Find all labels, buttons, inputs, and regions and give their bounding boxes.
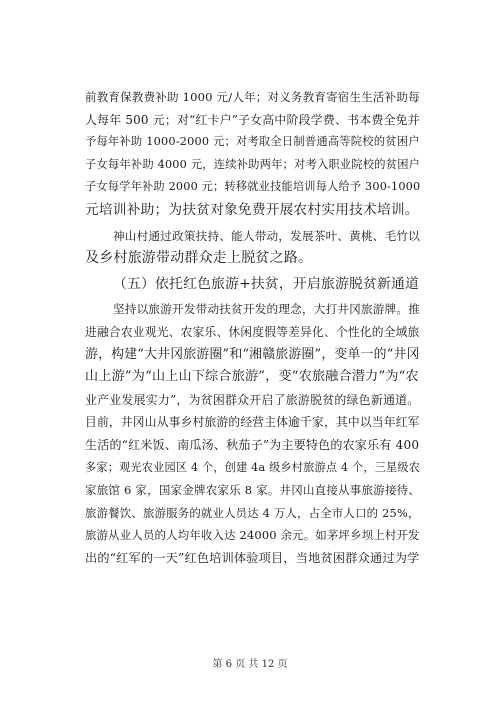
- page-footer: 第 6 页 共 12 页: [212, 659, 288, 670]
- text-line: 游，构建“大井冈旅游圈”和“湘赣旅游圈”，变单一的“井冈: [85, 346, 420, 362]
- text-line: 及乡村旅游带动群众走上脱贫之路。: [85, 250, 313, 267]
- paragraph-education-subsidy: [85, 86, 419, 222]
- paragraph-shenshan-village: [85, 225, 419, 270]
- text-line: 人每年 500 元；对“红卡户”子女高中阶段学费、书本费全免并: [85, 112, 420, 127]
- text-line: 子女每学年补助 2000 元；转移就业技能培训每人给予 300-1000: [85, 180, 421, 194]
- text-line: 家旅馆 6 家，国家金牌农家乐 8 家。井冈山直接从事旅游接待、: [85, 483, 421, 498]
- text-line: 元培训补助；为扶贫对象免费开展农村实用技术培训。: [85, 201, 419, 218]
- text-line: 旅游餐饮、旅游服务的就业人员达 4 万人，占全市人口的 25%，: [85, 505, 420, 520]
- section-heading: [85, 273, 419, 296]
- text-line: 目前，井冈山从事乡村旅游的经营主体逾千家，其中以当年红军: [85, 415, 420, 430]
- text-line: 旅游从业人员的人均年收入达 24000 余元。如茅坪乡坝上村开发: [85, 528, 420, 543]
- paragraph-tourism: [85, 298, 419, 569]
- text-line: 子女每年补助 4000 元，连续补助两年；对考入职业院校的贫困户: [85, 157, 421, 171]
- text-line: 山上游”为“山上山下综合旅游”，变“农旅融合潜力”为“农: [85, 369, 419, 385]
- text-line: 生活的“红米饭、南瓜汤、秋茄子”为主要特色的农家乐有 400: [85, 437, 420, 452]
- text-line: 坚持以旅游开发带动扶贫开发的理念，大打井冈旅游牌。推: [113, 302, 421, 317]
- document-body: [85, 86, 419, 569]
- text-line: 神山村通过政策扶持、能人带动，发展茶叶、黄桃、毛竹以: [113, 228, 421, 243]
- text-line: 前教育保教费补助 1000 元/人年；对义务教育寄宿生生活补助每: [85, 90, 420, 104]
- text-line: 业产业发展实力”，为贫困群众开启了旅游脱贫的绿色新通道。: [85, 392, 420, 407]
- text-line: 出的“红军的一天”红色培训体验项目，当地贫困群众通过为学: [85, 550, 420, 565]
- text-line: 多家；观光农业园区 4 个，创建 4a 级乡村旅游点 4 个，三星级农: [85, 460, 421, 474]
- text-line: 予每年补助 1000-2000 元；对考取全日制普通高等院校的贫困户: [85, 135, 420, 149]
- section-heading-text: （五）依托红色旅游+扶贫，开启旅游脱贫新通道: [113, 275, 420, 292]
- text-line: 进融合农业观光、农家乐、休闲度假等差异化、个性化的全域旅: [85, 324, 420, 339]
